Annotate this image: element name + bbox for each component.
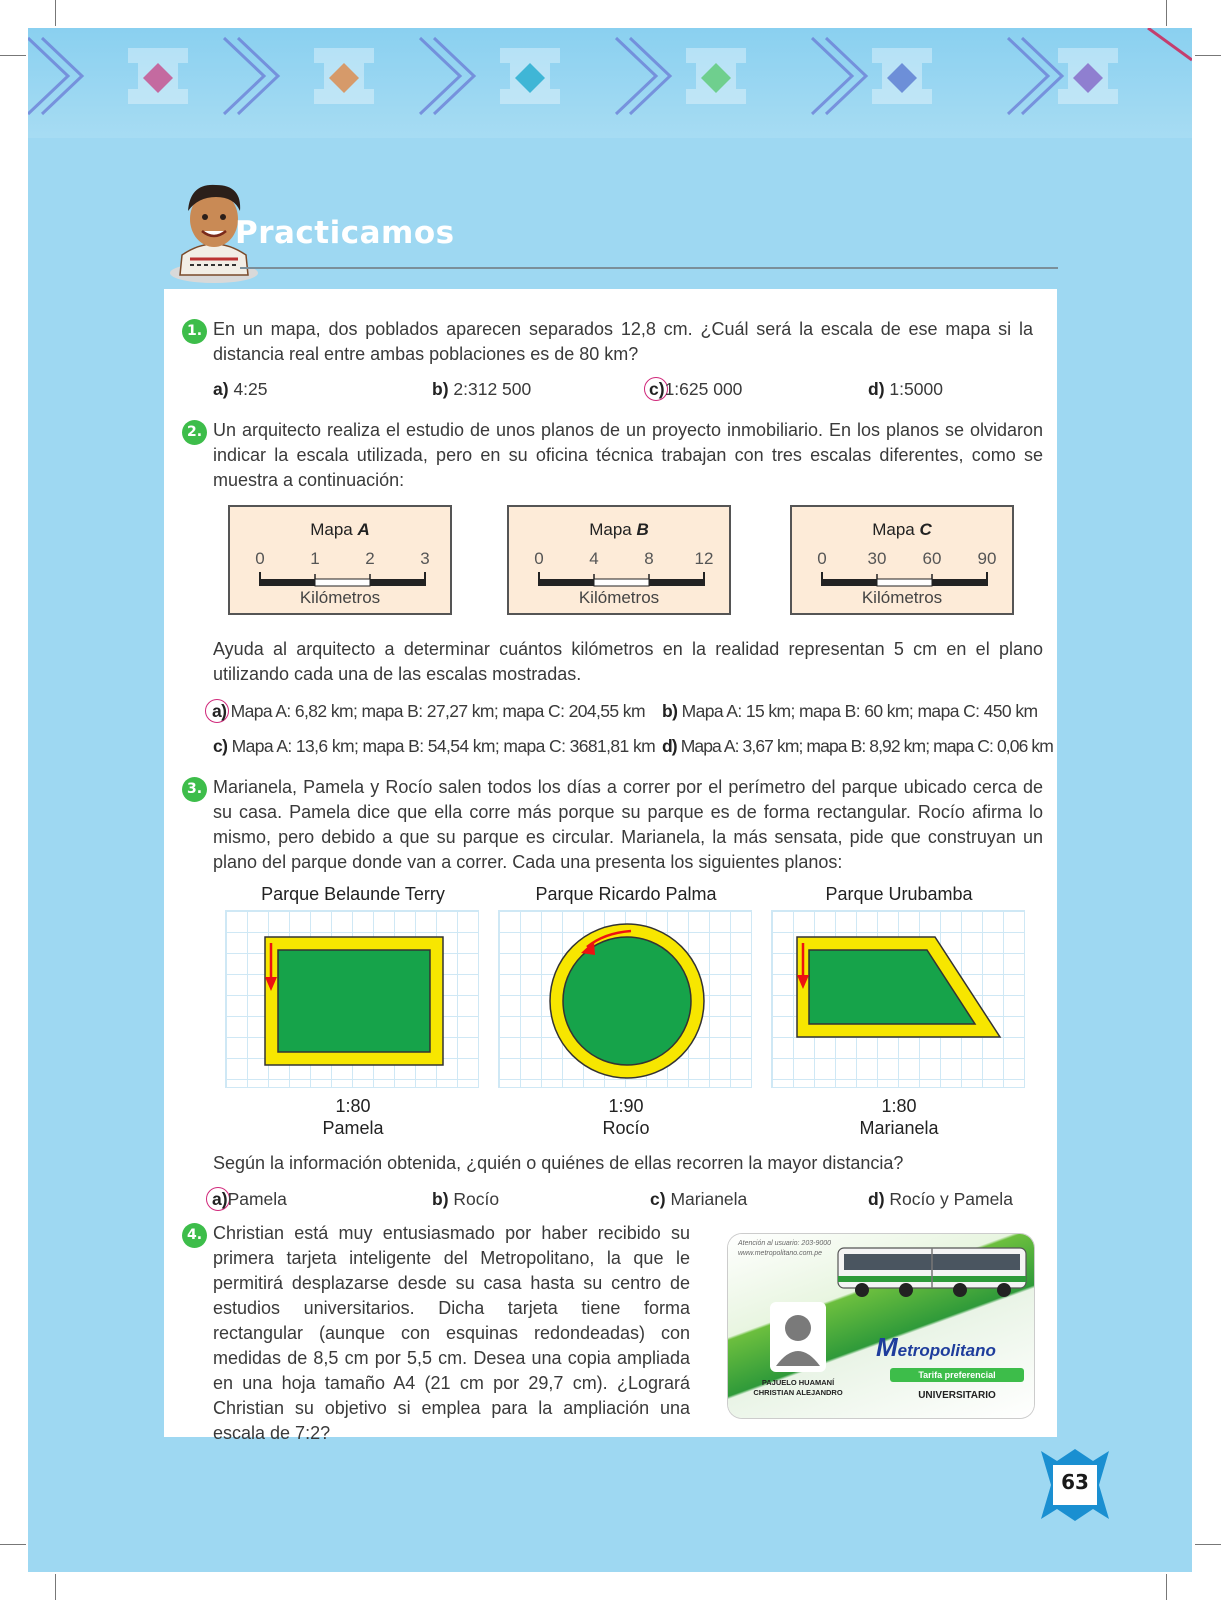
scale-bar-b <box>509 571 733 587</box>
unit-label: Kilómetros <box>299 588 381 607</box>
tick-label: 1 <box>310 549 320 568</box>
scale-box-map-c <box>790 505 1014 615</box>
metropolitano-logo: Metropolitano <box>876 1332 996 1362</box>
decorative-header-band <box>28 28 1192 138</box>
q1-option-a[interactable]: a) 4:25 <box>213 379 268 399</box>
tick-label: 4 <box>589 549 599 568</box>
crop-mark <box>0 1544 26 1545</box>
question-4-text: Christian está muy entusiasmado por haber recibido su primera tarjeta inteligente del Metropolitano, la que le permitirá desplazarse desde su casa hasta su centro de estudios universitarios. Dicha tarjeta tiene forma rectangular (aunque con esquinas redondeadas) con medidas de 8,5 cm por 5,5 cm. Desea una copia ampliada en una hoja tamaño A4 (21 cm por 29,7 cm). ¿Logrará Christian su objetivo si emplea para la ampliación una escala de 7:2? <box>213 1223 690 1443</box>
tick-label: 90 <box>977 549 997 568</box>
map-b-title: Mapa B <box>589 520 649 539</box>
card-contact-line: Atención al usuario: 203-9000 <box>738 1240 832 1247</box>
q3-option-d[interactable]: d) Rocío y Pamela <box>868 1189 1013 1209</box>
crop-mark <box>1166 0 1167 26</box>
title-divider <box>240 267 1058 269</box>
question-1-text: En un mapa, dos poblados aparecen separados 12,8 cm. ¿Cuál será la escala de ese mapa si la distancia real entre ambas poblaciones es de 80 km? <box>213 319 1033 364</box>
tick-label: 0 <box>255 549 265 568</box>
photo-placeholder <box>770 1302 826 1372</box>
scale-box-map-b <box>507 505 731 615</box>
tick-label: 2 <box>365 549 375 568</box>
crop-mark <box>1166 1574 1167 1600</box>
q3-option-b[interactable]: b) Rocío <box>432 1189 500 1209</box>
question-3-prompt: Según la información obtenida, ¿quién o quiénes de ellas recorren la mayor distancia? <box>213 1153 904 1173</box>
tick-label: 0 <box>817 549 827 568</box>
map-a-title: Mapa A <box>310 520 370 539</box>
scale-bar-c <box>792 571 1016 587</box>
question-2-text: Un arquitecto realiza el estudio de unos planos de un proyecto inmobiliario. En los planos se olvidaron indicar la escala utilizada, pero en su oficina técnica trabajan con tres escalas diferentes, como se muestra a continuación: <box>213 420 1043 490</box>
crop-mark <box>1195 1544 1221 1545</box>
scale-box-map-a <box>228 505 452 615</box>
park-title-1: Parque Belaunde Terry <box>261 884 445 904</box>
question-number-4: 4. <box>182 1223 207 1248</box>
tick-label: 0 <box>534 549 544 568</box>
metropolitano-card-image <box>728 1234 1034 1418</box>
tick-label: 12 <box>694 549 714 568</box>
park-plan-trapezoid <box>771 910 1025 1088</box>
section-title: Practicamos <box>235 215 455 251</box>
q2-option-d[interactable]: d) Mapa A: 3,67 km; mapa B: 8,92 km; mapa C: 0,06 km <box>662 736 1053 756</box>
park-caption-2: 1:90 Rocío <box>602 1096 650 1138</box>
card-website-line: www.metropolitano.com.pe <box>738 1250 823 1257</box>
tick-label: 3 <box>420 549 430 568</box>
tariff-badge: Tarifa preferencial <box>890 1368 1024 1382</box>
q2-option-c[interactable]: c) Mapa A: 13,6 km; mapa B: 54,54 km; mapa C: 3681,81 km <box>213 736 656 756</box>
q3-option-a[interactable]: a)Pamela <box>212 1189 287 1209</box>
crop-mark <box>55 0 56 26</box>
person-silhouette-icon <box>770 1302 826 1372</box>
tick-label: 60 <box>922 549 942 568</box>
q1-option-d[interactable]: d) 1:5000 <box>868 379 943 399</box>
bus-illustration <box>836 1242 1030 1304</box>
tick-label: 30 <box>867 549 887 568</box>
scale-bar-a <box>230 571 454 587</box>
crop-mark <box>1195 55 1221 56</box>
park-plan-circle <box>498 910 752 1088</box>
q2-option-b[interactable]: b) Mapa A: 15 km; mapa B: 60 km; mapa C: 450 km <box>662 701 1038 721</box>
question-number-2: 2. <box>182 420 207 445</box>
q3-option-c[interactable]: c) Marianela <box>650 1189 748 1209</box>
q1-option-b[interactable]: b) 2:312 500 <box>432 379 532 399</box>
park-caption-1: 1:80 Pamela <box>322 1096 384 1138</box>
card-category: UNIVERSITARIO <box>918 1390 996 1401</box>
park-title-3: Parque Urubamba <box>825 884 973 904</box>
unit-label: Kilómetros <box>861 588 943 607</box>
tick-label: 8 <box>644 549 654 568</box>
q1-option-c[interactable]: c)1:625 000 <box>649 379 743 399</box>
card-holder-name: PAJUELO HUAMANÍ CHRISTIAN ALEJANDRO <box>753 1378 843 1397</box>
question-2-prompt: Ayuda al arquitecto a determinar cuántos kilómetros en la realidad representan 5 cm en el plano utilizando cada una de las escalas mostradas. <box>213 639 1043 684</box>
park-plan-rectangle <box>225 910 479 1088</box>
map-c-title: Mapa C <box>872 520 932 539</box>
question-3-text: Marianela, Pamela y Rocío salen todos los días a correr por el perímetro del parque ubicado cerca de su casa. Pamela dice que ella corre más porque su parque es de forma rectangular. Rocío afirma lo mismo, pero debido a que su parque es circular. Marianela, la más sensata, pide que construyan un plano del parque donde van a correr. Cada una presenta los siguientes planos: <box>213 777 1043 872</box>
park-title-2: Parque Ricardo Palma <box>535 884 717 904</box>
page-number: 63 <box>1061 1470 1089 1494</box>
q2-option-a[interactable]: a) Mapa A: 6,82 km; mapa B: 27,27 km; mapa C: 204,55 km <box>212 701 645 721</box>
crop-mark <box>0 55 26 56</box>
unit-label: Kilómetros <box>578 588 660 607</box>
question-number-3: 3. <box>182 777 207 802</box>
crop-mark <box>55 1574 56 1600</box>
park-caption-3: 1:80 Marianela <box>859 1096 939 1138</box>
chevron-pattern <box>28 28 1192 138</box>
question-number-1: 1. <box>182 319 207 344</box>
